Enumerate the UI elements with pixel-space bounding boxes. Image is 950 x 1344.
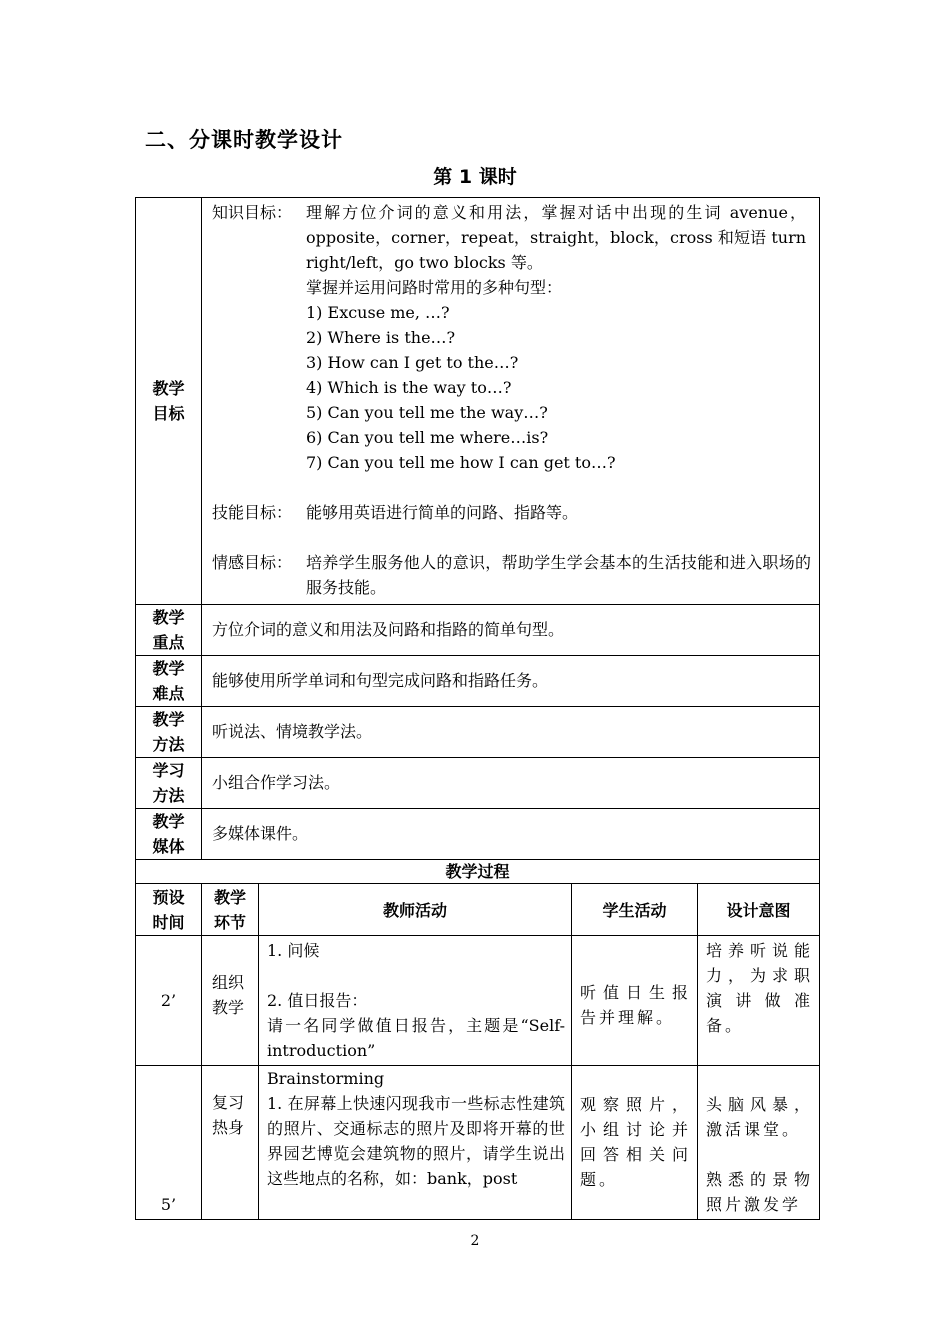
row-teacher-activity: [259, 1066, 572, 1220]
teacher-step: 2. 值日报告：: [267, 991, 368, 1010]
emotion-goal-label: 情感目标：: [212, 553, 293, 572]
info-row-learning-method: [136, 758, 820, 809]
process-row: [136, 1066, 820, 1220]
info-row-label: 教学难点: [152, 659, 185, 703]
process-row: [136, 936, 820, 1066]
sentence-intro: 掌握并运用问路时常用的多种句型：: [306, 278, 563, 297]
row-student-activity: 听值日生报告并理解。: [572, 936, 698, 1066]
info-row-difficulties: [136, 656, 820, 707]
info-row-value: 方位介词的意义和用法及问路和指路的简单句型。: [202, 605, 820, 656]
sentence-pattern: 4) Which is the way to…?: [306, 378, 512, 397]
teacher-step: 请一名同学做值日报告，主题是“Self-introduction”: [267, 1016, 565, 1060]
knowledge-goal: [212, 200, 811, 275]
skill-goal: [212, 500, 811, 525]
objectives-content: [202, 198, 820, 605]
row-stage: 复习热身: [212, 1093, 245, 1137]
info-row-label: 学习方法: [152, 761, 185, 805]
sentence-pattern: 6) Can you tell me where…is?: [306, 428, 549, 447]
header-stage: 教学环节: [213, 887, 246, 932]
header-teacher: 教师活动: [259, 884, 572, 936]
info-row-value: 听说法、情境教学法。: [202, 707, 820, 758]
teacher-step: 1. 在屏幕上快速闪现我市一些标志性建筑的照片、交通标志的照片及即将开幕的世界园艺博览会建筑物的照片，请学生说出这些地点的名称，如：bank，post: [267, 1094, 565, 1188]
intent-line: 熟悉的景物照片激发学: [706, 1170, 814, 1214]
row-intent: [698, 1066, 820, 1220]
info-row-value: 小组合作学习法。: [202, 758, 820, 809]
info-row-label: 教学媒体: [152, 812, 185, 856]
info-row-label: 教学方法: [152, 710, 185, 754]
sentence-pattern: 1) Excuse me, …?: [306, 303, 450, 322]
info-row-key-points: [136, 605, 820, 656]
header-student: 学生活动: [572, 884, 698, 936]
teacher-step: 1. 问候: [267, 941, 320, 960]
process-title-row: [136, 860, 820, 884]
section-title: 二、分课时教学设计: [145, 128, 343, 152]
process-header-row: [136, 884, 820, 936]
info-row-label: 教学重点: [152, 608, 185, 652]
info-row-media: [136, 809, 820, 860]
objectives-label: 教学目标: [136, 198, 202, 605]
process-title: 教学过程: [136, 860, 820, 884]
info-row-teaching-method: [136, 707, 820, 758]
row-teacher-activity: [259, 936, 572, 1066]
lesson-plan-table: [135, 197, 820, 1220]
teacher-step: Brainstorming: [267, 1069, 385, 1088]
header-time: 预设时间: [152, 887, 185, 932]
row-stage: 组织教学: [212, 972, 245, 1017]
row-student-activity: 观察照片，小组讨论并回答相关问题。: [572, 1066, 698, 1220]
sentence-pattern: 3) How can I get to the…?: [306, 353, 519, 372]
sentence-pattern: 5) Can you tell me the way…?: [306, 403, 548, 422]
lesson-title: 第 1 课时: [433, 166, 517, 188]
sentence-pattern: 2) Where is the…?: [306, 328, 456, 347]
row-intent: 培养听说能力，为求职演讲做准备。: [698, 936, 820, 1066]
sentence-pattern: 7) Can you tell me how I can get to…?: [306, 453, 616, 472]
skill-goal-text: 能够用英语进行简单的问路、指路等。: [306, 503, 579, 522]
info-row-value: 多媒体课件。: [202, 809, 820, 860]
intent-line: 头脑风暴，激活课堂。: [706, 1095, 814, 1139]
page-number: 2: [470, 1233, 480, 1249]
row-time: 2’: [136, 936, 202, 1066]
emotion-goal-text: 培养学生服务他人的意识，帮助学生学会基本的生活技能和进入职场的服务技能。: [306, 553, 812, 597]
knowledge-goal-text: 理解方位介词的意义和用法，掌握对话中出现的生词 avenue，opposite，corner，repeat，straight，block，cross 和短语 turn right/left，go two blocks 等。: [306, 203, 807, 272]
emotion-goal: [212, 550, 811, 600]
skill-goal-label: 技能目标：: [212, 503, 293, 522]
knowledge-goal-label: 知识目标：: [212, 203, 293, 222]
header-intent: 设计意图: [698, 884, 820, 936]
row-time: 5’: [136, 1066, 202, 1220]
info-row-value: 能够使用所学单词和句型完成问路和指路任务。: [202, 656, 820, 707]
objectives-row: [136, 198, 820, 605]
